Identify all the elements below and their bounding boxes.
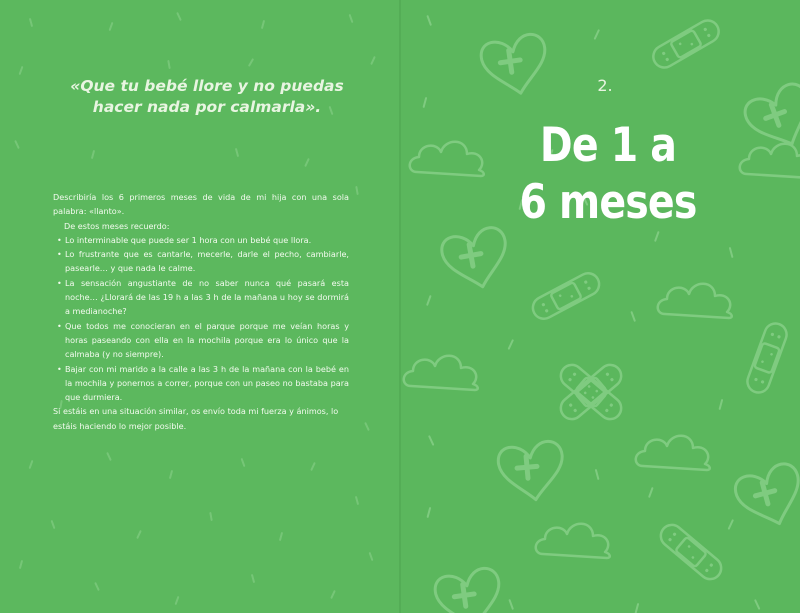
confetti-dash	[428, 508, 430, 517]
list-item	[53, 233, 349, 247]
confetti-dash	[29, 18, 33, 27]
confetti-dash	[251, 574, 255, 583]
confetti-dash	[94, 582, 100, 591]
page-quote: «Que tu bebé llore y no puedas hacer nada por calmarla».	[70, 77, 344, 116]
confetti-dash	[14, 140, 20, 149]
cloud-icon	[636, 436, 710, 470]
list-item-text: Lo frustrante que es cantarle, mecerle, darle el pecho, cambiarle, pasearle… y que nada le calme.	[65, 249, 349, 274]
bandage-icon	[744, 320, 789, 395]
confetti-dash	[304, 158, 310, 167]
confetti-dash	[509, 340, 513, 348]
list-item	[53, 319, 349, 362]
confetti-dash	[19, 66, 24, 75]
confetti-dash	[649, 488, 652, 496]
confetti-dash	[729, 520, 733, 528]
chapter-number: 2.	[597, 76, 613, 95]
list-item-text: La sensación angustiante de no saber nunca qué pasará esta noche… ¿Llorará de las 19 h a las 3 h de la mañana u hoy se dormirá a medianoche?	[65, 277, 349, 317]
sub-intro: De estos meses recuerdo:	[64, 220, 170, 231]
confetti-dash	[19, 560, 23, 569]
confetti-dash	[279, 532, 283, 541]
list-item-text: Bajar con mi marido a la calle a las 3 h de la mañana con la bebé en la mochila y ponernos a correr, porque con un paseo no bastaba para que durmiera.	[65, 363, 349, 403]
bullet-icon: •	[57, 249, 62, 260]
confetti-dash	[595, 30, 599, 38]
confetti-dash	[632, 312, 635, 320]
confetti-pattern	[424, 16, 759, 613]
left-page	[0, 0, 399, 613]
confetti-dash	[730, 248, 732, 257]
list-item	[53, 362, 349, 405]
heart-plus-icon	[439, 225, 512, 292]
confetti-dash	[428, 16, 431, 24]
heart-plus-icon	[497, 440, 566, 502]
bandage-icon	[656, 520, 725, 583]
crossed-bandage-icon	[556, 360, 625, 423]
confetti-dash	[235, 148, 239, 157]
cloud-icon	[410, 142, 484, 176]
confetti-dash	[106, 452, 112, 461]
heart-plus-icon	[433, 567, 504, 613]
bullet-icon: •	[57, 320, 62, 331]
confetti-dash	[349, 14, 354, 23]
chapter-title-line-1: De 1 a	[539, 118, 677, 173]
confetti-dash	[720, 400, 722, 409]
confetti-dash	[29, 460, 34, 469]
bullet-icon: •	[57, 234, 62, 245]
cloud-icon	[658, 284, 732, 318]
body-text	[53, 190, 349, 433]
confetti-dash	[369, 552, 374, 561]
confetti-dash	[109, 22, 114, 31]
confetti-dash	[636, 604, 638, 613]
confetti-dash	[176, 12, 182, 21]
confetti-dash	[429, 436, 433, 444]
list-item	[53, 247, 349, 276]
confetti-dash	[136, 530, 142, 539]
confetti-dash	[424, 98, 426, 107]
confetti-dash	[355, 186, 359, 195]
bullet-icon: •	[57, 363, 62, 374]
intro-paragraph: Describiría los 6 primeros meses de vida de mi hija con una sola palabra: «llanto».	[53, 192, 349, 217]
cloud-icon	[404, 356, 478, 390]
bandage-icon	[649, 16, 722, 71]
confetti-dash	[241, 458, 246, 467]
confetti-dash	[248, 58, 254, 67]
confetti-dash	[370, 56, 376, 65]
right-page	[401, 0, 800, 613]
confetti-dash	[655, 232, 658, 240]
heart-plus-icon	[479, 33, 550, 98]
confetti-dash	[261, 20, 265, 29]
confetti-dash	[596, 470, 598, 479]
cloud-icon	[536, 524, 610, 558]
bandage-icon	[529, 269, 603, 322]
chapter-title-line-2: 6 meses	[519, 175, 697, 230]
list-item-text: Lo interminable que puede ser 1 hora con un bebé que llora.	[65, 234, 312, 245]
confetti-dash	[51, 520, 56, 529]
memory-list	[53, 233, 349, 405]
bullet-icon: •	[57, 277, 62, 288]
confetti-dash	[175, 596, 180, 605]
confetti-dash	[427, 296, 430, 304]
confetti-dash	[91, 150, 95, 159]
confetti-dash	[330, 590, 336, 599]
confetti-dash	[364, 422, 370, 431]
list-item-text: Que todos me conocieran en el parque porque me veían horas y horas paseando con ella en la mochila porque era lo único que la calmaba (y no siempre).	[65, 320, 349, 360]
chapter-title	[499, 117, 717, 231]
confetti-dash	[310, 462, 316, 471]
confetti-dash	[355, 496, 359, 505]
confetti-dash	[510, 600, 513, 608]
confetti-dash	[169, 470, 173, 479]
list-item	[53, 276, 349, 319]
heart-plus-icon	[732, 461, 800, 533]
closing-paragraph: Si estáis en una situación similar, os envío toda mi fuerza y ánimos, lo estáis haciendo lo mejor posible.	[53, 406, 339, 431]
confetti-dash	[167, 60, 171, 69]
confetti-dash	[755, 600, 759, 608]
confetti-dash	[209, 512, 213, 521]
cloud-icon	[740, 144, 800, 178]
